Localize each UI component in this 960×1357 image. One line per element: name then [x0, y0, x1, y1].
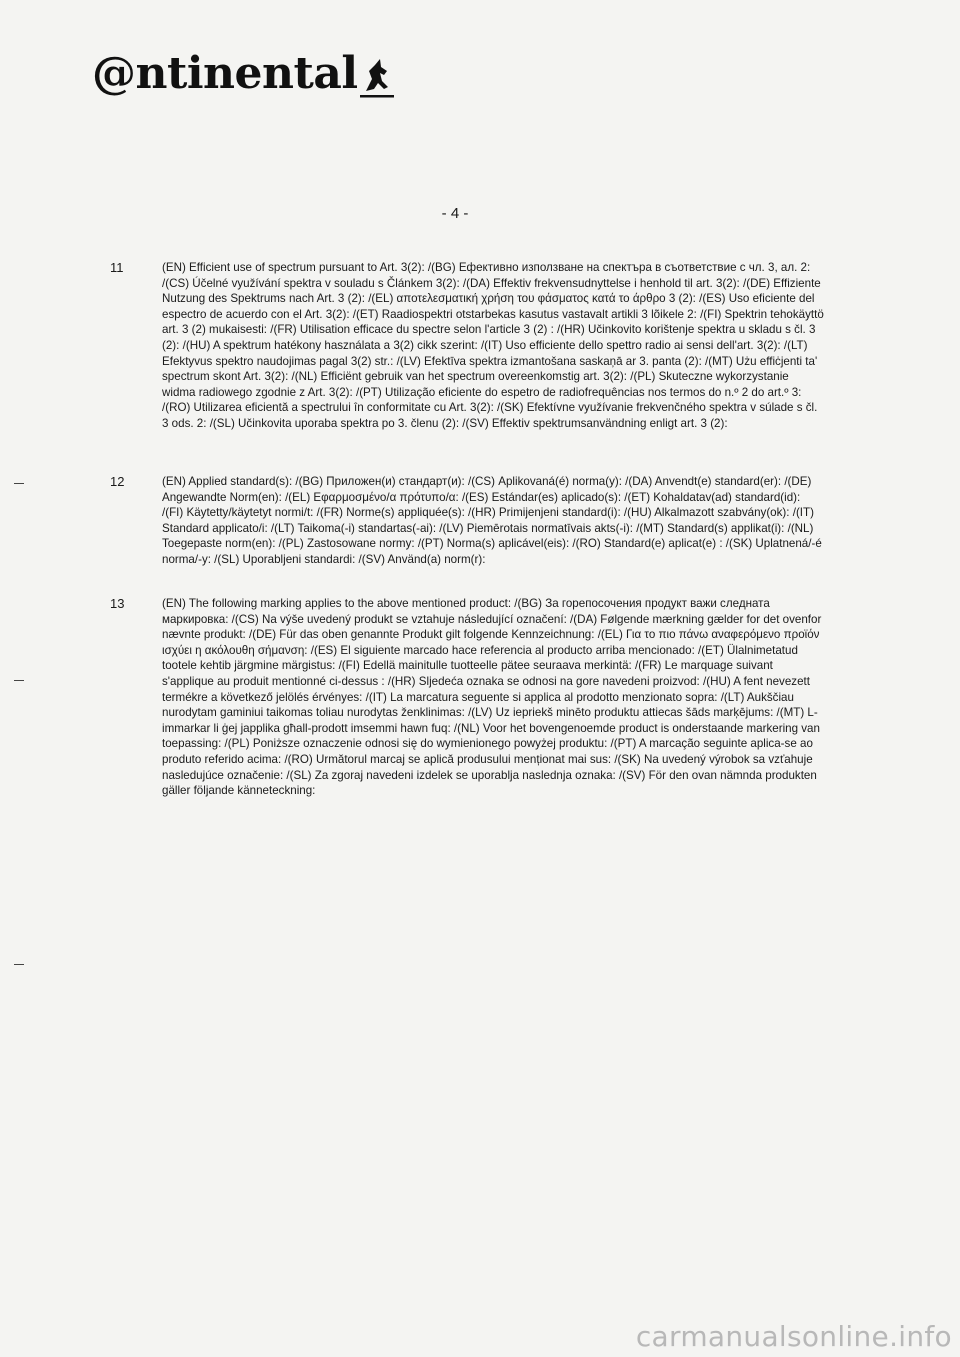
section-text: (EN) Efficient use of spectrum pursuant to Art. 3(2): /(BG) Ефективно използване на спектъра в съответствие с чл. 3, ал. 2: /(CS) Účelné využívání spektra v souladu s Článkem 3(2): /(DA) Effektiv frekvensudnyttelse i henhold til art. 3(2): /(DE) Effiziente Nutzung des Spektrums nach Art. 3 (2): /(EL) αποτελεσματική χρήση του φάσματος κατά το άρθρο 3 (2): /(ES) Uso eficiente del espectro de acuerdo con el Art. 3(2): /(ET) Raadiospektri otstarbekas kasutus vastavalt artikli 3 lõikele 2: /(FI) Spektrin tehokäyttö art. 3 (2) mukaisesti: /(FR) Utilisation efficace du spectre selon l'article 3 (2) : /(HR) Učinkovito korištenje spektra u skladu s čl. 3 (2): /(HU) A spektrum hatékony használata a 3(2) cikk szerint: /(IT) Uso efficiente dello spettro radio ai sensi dell'art. 3(2): /(LT) Efektyvus spektro naudojimas pagal 3(2) str.: /(LV) Efektīva spektra izmantošana saskaņā ar 3. panta (2): /(MT) Użu effiċjenti ta' spectrum skont Art. 3(2): /(NL) Efficiënt gebruik van het spectrum overeenkomstig art. 3(2): /(PL) Skuteczne wykorzystanie widma radiowego zgodnie z Art. 3(2): /(PT) Utilização eficiente do espetro de radiofrequências nos termos do n.º 2 do art.º 3: /(RO) Utilizarea eficientă a spectrului în conformitate cu Art. 3(2): /(SK) Efektívne využívanie frekvenčného spektra v súlade s čl. 3 ods. 2: /(SL) Učinkovita uporaba spektra po 3. členu (2): /(SV) Effektiv spektrumsanvändning enligt art. 3 (2):: [162, 261, 824, 430]
section-number: 12: [110, 474, 125, 489]
margin-mark: [14, 483, 24, 484]
margin-mark: [14, 680, 24, 681]
margin-mark: [14, 964, 24, 965]
horse-emblem-icon: [360, 57, 394, 99]
section-text: (EN) The following marking applies to the above mentioned product: /(BG) За горепосочения продукт важи следната маркировка: /(CS) Na výše uvedený produkt se vztahuje následující označení: /(DA) Følgende mærkning gælder for det ovenfor nævnte produkt: /(DE) Für das oben genannte Produkt gilt folgende Kennzeichnung: /(EL) Για το πιο πάνω αναφερόμενο προϊόν ισχύει η ακόλουθη σήμανση: /(ES) El siguiente marcado hace referencia al producto arriba mencionado: /(ET) Ülalnimetatud tootele kehtib järgmine märgistus: /(FI) Edellä mainitulle tuotteelle pätee seuraava merkintä: /(FR) Le marquage suivant s'applique au produit mentionné ci-dessus : /(HR) Sljedeća oznaka se odnosi na gore navedeni proizvod: /(HU) A fent nevezett termékre a következő jelölés érvényes: /(IT) La marcatura seguente si applica al prodotto menzionato sopra: /(LT) Aukščiau nurodytam gaminiui taikomas toliau nurodytas ženklinimas: /(LV) Uz iepriekš minēto produktu attiecas šāds marķējums: /(MT) L-immarkar li ġej japplika għall-prodott imsemmi hawn fuq: /(NL) Voor het bovengenoemde product is onderstaande markering van toepassing: /(PL) Poniższe oznaczenie odnosi się do wymienionego powyżej produktu: /(PT) A marcação seguinte aplica-se ao produto referido acima: /(RO) Următorul marcaj se aplică produsului menționat mai sus: /(SK) Na uvedený výrobok sa vzťahuje nasledujúce označenie: /(SL) Za zgoraj navedeni izdelek se uporablja naslednja oznaka: /(SV) För den ovan nämnda produkten gäller följande känneteckning:: [162, 597, 822, 798]
page-number: - 4 -: [441, 205, 469, 222]
logo-wordmark: @ntinental: [92, 48, 358, 99]
section-text: (EN) Applied standard(s): /(BG) Приложен(и) стандарт(и): /(CS) Aplikovaná(é) norma(y): /(DA) Anvendt(e) standard(er): /(DE) Angewandte Norm(en): /(EL) Εφαρμοσμένο/α πρότυπο/α: /(ES) Estándar(es) aplicado(s): /(ET) Kohaldatav(ad) standard(id): /(FI) Käytetty/käytetyt normi/t: /(FR) Norme(s) appliquée(s): /(HR) Primijenjeni standard(i): /(HU) Alkalmazott szabvány(ok): /(IT) Standard applicato/i: /(LT) Taikoma(-i) standartas(-ai): /(LV) Piemērotais normatīvais akts(-i): /(MT) Standard(s) applikat(i): /(NL) Toegepaste norm(en): /(PL) Zastosowane normy: /(PT) Norma(s) aplicável(eis): /(RO) Standard(e) aplicat(e) : /(SK) Uplatnená/-é norma/-y: /(SL) Uporabljeni standardi: /(SV) Använd(a) norm(r):: [162, 475, 822, 566]
continental-logo: [92, 48, 394, 99]
section-number: 13: [110, 596, 125, 611]
section-number: 11: [110, 260, 124, 275]
watermark-text: carmanualsonline.info: [635, 1320, 952, 1353]
